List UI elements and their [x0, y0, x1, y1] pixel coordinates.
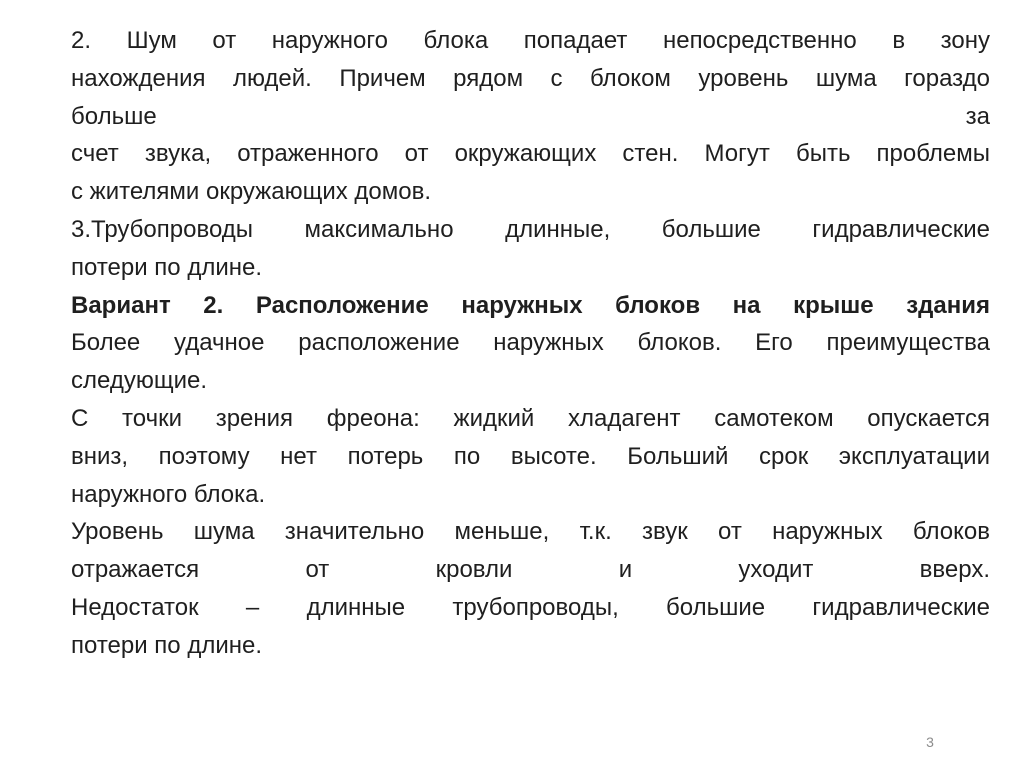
- text-line: 3.Трубопроводы максимально длинные, большие гидравлические: [71, 215, 990, 243]
- text-line: 2. Шум от наружного блока попадает непосредственно в зону: [71, 27, 990, 54]
- text-line: С точки зрения фреона: жидкий хладагент самотеком опускается: [71, 404, 990, 432]
- text-line: следующие.: [71, 367, 207, 395]
- text-line: больше за: [71, 102, 990, 130]
- slide-body-text: [71, 22, 990, 665]
- text-line: потери по длине.: [71, 631, 263, 659]
- text-line: вниз, поэтому нет потерь по высоте. Больший срок эксплуатации: [71, 442, 990, 470]
- text-line: нахождения людей. Причем рядом с блоком уровень шума гораздо: [71, 64, 990, 92]
- text-line: Недостаток – длинные трубопроводы, большие гидравлические: [71, 593, 990, 621]
- text-line: наружного блока.: [71, 480, 266, 508]
- text-line: потери по длине.: [71, 253, 263, 281]
- text-line: счет звука, отраженного от окружающих стен. Могут быть проблемы: [71, 140, 990, 168]
- text-line: с жителями окружающих домов.: [71, 178, 432, 206]
- page-number: 3: [926, 734, 934, 750]
- text-line: Уровень шума значительно меньше, т.к. звук от наружных блоков: [71, 518, 990, 546]
- text-line: Более удачное расположение наружных блоков. Его преимущества: [71, 329, 990, 357]
- text-line: отражается от кровли и уходит вверх.: [71, 556, 990, 584]
- section-heading: Вариант 2. Расположение наружных блоков на крыше здания: [71, 291, 990, 319]
